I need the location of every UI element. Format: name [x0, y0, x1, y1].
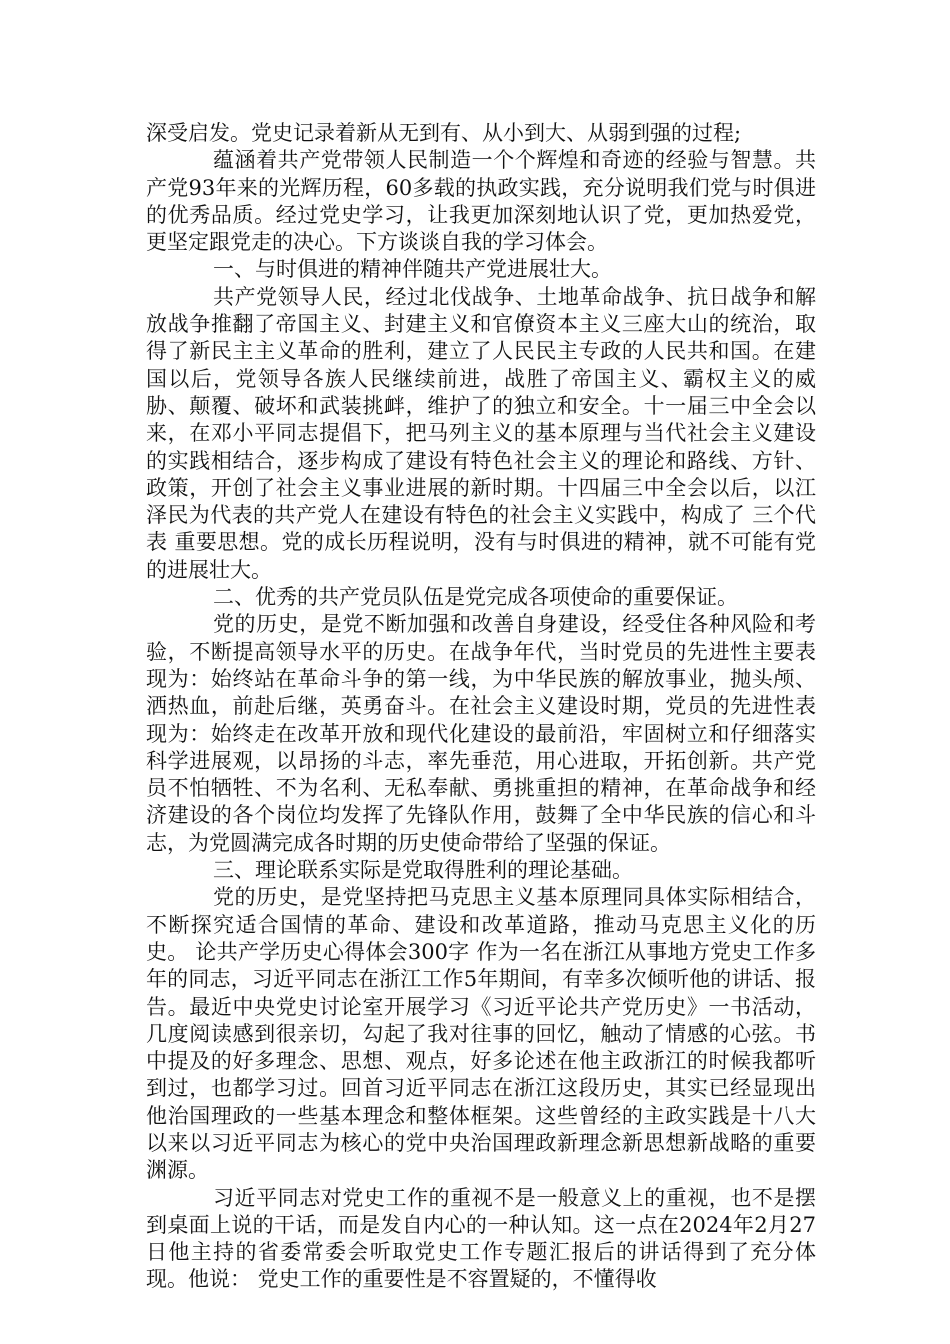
section-heading-2: 二、优秀的共产党员队伍是党完成各项使命的重要保证。 [213, 585, 738, 610]
paragraph-1: 深受启发。党史记录着新从无到有、从小到大、从弱到强的过程; [146, 121, 742, 145]
section-heading-1: 一、与时俱进的精神伴随共产党进展壮大。 [213, 257, 612, 282]
section-heading-3: 三、理论联系实际是党取得胜利的理论基础。 [213, 858, 633, 883]
paragraph-4: 党的历史，是党不断加强和改善自身建设，经受住各种风险和考验，不断提高领导水平的历史。在战争年代，当时党员的先进性主要表现为：始终站在革命斗争的第一线，为中华民族的解放事业，抛头颅、洒热血，前赴后继，英勇奋斗。在社会主义建设时期，党员的先进性表现为：始终走在改革开放和现代化建设的最前沿，牢固树立和仔细落实科学进展观，以昂扬的斗志，率先垂范，用心进取，开拓创新。共产党员不怕牺牲、不为名利、无私奉献、勇挑重担的精神，在革命战争和经济建设的各个岗位均发挥了先锋队作用，鼓舞了全中华民族的信心和斗志，为党圆满完成各时期的历史使命带给了坚强的保证。 [146, 612, 816, 855]
paragraph-3: 共产党领导人民，经过北伐战争、土地革命战争、抗日战争和解放战争推翻了帝国主义、封建主义和官僚资本主义三座大山的统治，取得了新民主主义革命的胜利，建立了人民民主专政的人民共和国。在建国以后，党领导各族人民继续前进，战胜了帝国主义、霸权主义的威胁、颠覆、破坏和武装挑衅，维护了的独立和安全。十一届三中全会以来，在邓小平同志提倡下，把马列主义的基本原理与当代社会主义建设的实践相结合，逐步构成了建设有特色社会主义的理论和路线、方针、政策，开创了社会主义事业进展的新时期。十四届三中全会以后，以江泽民为代表的共产党人在建设有特色的社会主义实践中，构成了 三个代表 重要思想。党的成长历程说明，没有与时俱进的精神，就不可能有党的进展壮大。 [146, 284, 816, 582]
paragraph-6: 习近平同志对党史工作的重视不是一般意义上的重视，也不是摆到桌面上说的干话，而是发自内心的一种认知。这一点在2024年2月27日他主持的省委常委会听取党史工作专题汇报后的讲话得到了充分体现。他说： 党史工作的重要性是不容置疑的，不懂得收 [146, 1185, 816, 1292]
document-body [146, 120, 816, 1294]
paragraph-2: 蕴涵着共产党带领人民制造一个个辉煌和奇迹的经验与智慧。共产党93年来的光辉历程，60多载的执政实践，充分说明我们党与时俱进的优秀品质。经过党史学习，让我更加深刻地认识了党，更加热爱党，更坚定跟党走的决心。下方谈谈自我的学习体会。 [146, 148, 816, 255]
paragraph-5: 党的历史，是党坚持把马克思主义基本原理同具体实际相结合，不断探究适合国情的革命、建设和改革道路，推动马克思主义化的历史。 论共产学历史心得体会300字 作为一名在浙江从事地方党史工作多年的同志，习近平同志在浙江工作5年期间，有幸多次倾听他的讲话、报告。最近中央党史讨论室开展学习《习近平论共产党历史》一书活动，几度阅读感到很亲切，勾起了我对往事的回忆，触动了情感的心弦。书中提及的好多理念、思想、观点，好多论述在他主政浙江的时候我都听到过，也都学习过。回首习近平同志在浙江这段历史，其实已经显现出他治国理政的一些基本理念和整体框架。这些曾经的主政实践是十八大以来以习近平同志为核心的党中央治国理政新理念新思想新战略的重要渊源。 [146, 885, 816, 1183]
